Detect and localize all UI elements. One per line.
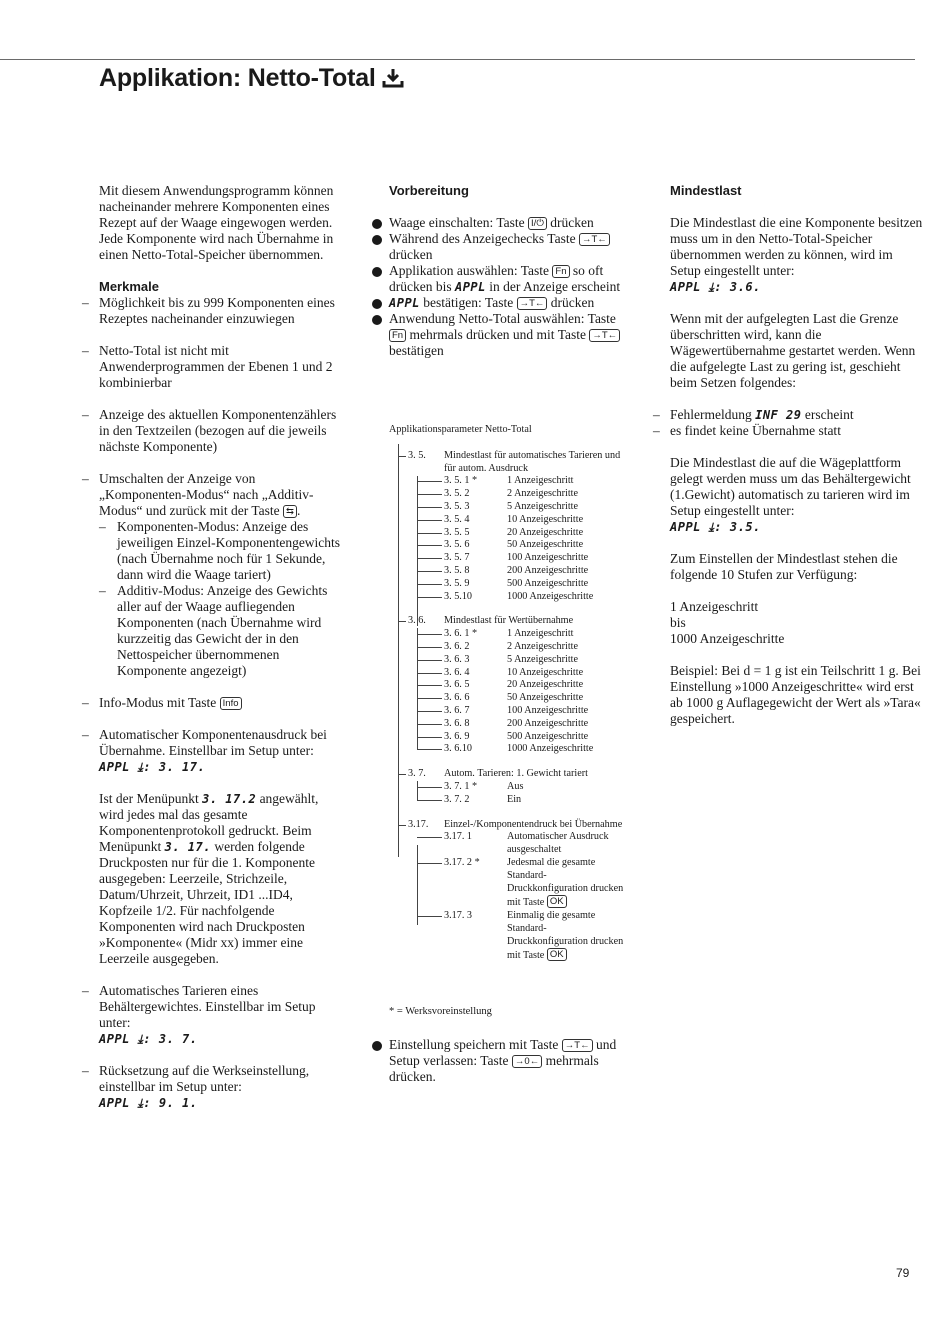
min-load-code-2: APPL ⤓: 3.5. xyxy=(670,520,761,534)
feature-4: – Umschalten der Anzeige von „Komponenten-Modus“ nach „Additiv-Modus“ und zurück mit der Taste ⇆ . xyxy=(99,471,344,519)
step-1: Waage einschalten: Taste I/⏻ drücken xyxy=(372,215,627,231)
min-load-example: Beispiel: Bei d = 1 g ist ein Teilschritt 1 g. Bei Einstellung »1000 Anzeigeschritte« wird erst ab 1000 g Auflagegewicht der Wert als »Tara« gespeichert. xyxy=(670,663,921,726)
tree-row: 3. 7. 2 Ein xyxy=(389,794,629,807)
print-download-icon xyxy=(382,67,404,96)
intro-text: Mit diesem Anwendungsprogramm können nacheinander mehrere Komponenten eines Rezept auf der Waage eingewogen werden. Jede Komponente wird nach Übernahme in einen Netto-Total-Speicher übernommen. xyxy=(99,183,334,262)
tree-row: 3. 7. 1 * Aus xyxy=(389,781,629,794)
group-3-17: 3.17. Einzel-/Komponentendruck bei Übernahme 3.17. 1 Automatischer Ausdruck ausgeschaltet 3.17. 2 * Jedesmal die gesamte Standard-Druckkonfiguration drucken mit Taste OK 3.17. 3 Einmalig die gesamte Standard-Druckkonfiguration drucken mit Taste OK xyxy=(389,819,629,964)
final-step: Einstellung speichern mit Taste →T← und Setup verlassen: Taste →0← mehrmals drücken. xyxy=(372,1037,627,1085)
tree-row: 3. 5. 5 20 Anzeigeschritte xyxy=(389,527,629,540)
column-preparation xyxy=(372,183,627,359)
min-load-p4: Zum Einstellen der Mindestlast stehen die folgende 10 Stufen zur Verfügung: xyxy=(670,551,898,582)
feature-6-detail: Ist der Menüpunkt 3. 17.2 angewählt, wird jedes mal das gesamte Komponentenprotokoll gedruckt. Beim Menüpunkt 3. 17. werden folgende Druckposten nur für die 1. Komponente ausgegeben: Leerzeile, Strichzeile, Datum/Uhrzeit, Uhrzeit, ID1 ...ID4, Kopfzeile 1/2. Für nachfolgende Komponenten wird nach Druckposten »Komponente« (Midr xx) immer eine Leerzeile ausgegeben. xyxy=(99,791,319,966)
tree-row: 3. 6. 1 * 1 Anzeigeschritt xyxy=(389,628,629,641)
tree-row: 3. 6. 8 200 Anzeigeschritte xyxy=(389,718,629,731)
feature-7: – Automatisches Tarieren eines Behältergewichtes. Einstellbar im Setup unter: xyxy=(99,983,344,1031)
tree-row: 3. 5. 2 2 Anzeigeschritte xyxy=(389,488,629,501)
info-key: Info xyxy=(220,697,242,710)
tree-row: 3. 6. 2 2 Anzeigeschritte xyxy=(389,641,629,654)
feature-1: – Möglichkeit bis zu 999 Komponenten eines Rezeptes nacheinander einzuwiegen xyxy=(99,295,344,327)
tree-title: Applikationsparameter Netto-Total xyxy=(389,424,532,435)
footnote: * = Werksvoreinstellung xyxy=(389,1006,492,1017)
group-3-7: 3. 7. Autom. Tarieren: 1. Gewicht tariert 3. 7. 1 * Aus 3. 7. 2 Ein xyxy=(389,768,629,806)
step-3: Applikation auswählen: Taste Fn so oft drücken bis APPL in der Anzeige erscheint xyxy=(372,263,627,295)
tree-row: 3. 6. 7 100 Anzeigeschritte xyxy=(389,705,629,718)
feature-7-code: APPL ⤓: 3. 7. xyxy=(99,1032,198,1046)
toggle-key-icon: ⇆ xyxy=(283,505,297,518)
feature-5: – Info-Modus mit Taste Info xyxy=(99,695,344,711)
feature-6: – Automatischer Komponentenausdruck bei Übernahme. Einstellbar im Setup unter: xyxy=(99,727,344,759)
tree-row: 3. 5. 1 * 1 Anzeigeschritt xyxy=(389,475,629,488)
tree-row: 3. 5. 7 100 Anzeigeschritte xyxy=(389,552,629,565)
min-load-code-1: APPL ⤓: 3.6. xyxy=(670,280,761,294)
minimum-load-heading: Mindestlast xyxy=(670,183,742,198)
tree-row: 3. 5. 3 5 Anzeigeschritte xyxy=(389,501,629,514)
column-intro xyxy=(99,183,344,1111)
feature-3: – Anzeige des aktuellen Komponentenzählers in den Textzeilen (bezogen auf die jeweils nächste Komponente) xyxy=(99,407,344,455)
min-load-dash-1: – Fehlermeldung INF 29 erscheint xyxy=(670,407,923,423)
features-heading: Merkmale xyxy=(99,279,159,294)
feature-8: – Rücksetzung auf die Werkseinstellung, einstellbar im Setup unter: xyxy=(99,1063,344,1095)
tree-row: 3. 5. 8 200 Anzeigeschritte xyxy=(389,565,629,578)
feature-4a: – Komponenten-Modus: Anzeige des jeweiligen Einzel-Komponentengewichts (nach Übernahme noch für 1 Sekunde, dann wird die Waage tariert) xyxy=(117,519,344,583)
column-minimum-load xyxy=(653,183,923,727)
tree-row: 3. 6. 3 5 Anzeigeschritte xyxy=(389,654,629,667)
page-title: Applikation: Netto-Total xyxy=(99,64,404,96)
tree-row: 3. 5.10 1000 Anzeigeschritte xyxy=(389,591,629,604)
min-load-p3: Die Mindestlast die auf die Wägeplattform gelegt werden muss um das Behältergewicht (1.Gewicht) automatisch zu tarieren wird im Setup eingestellt unter: xyxy=(670,455,911,518)
tree-row: 3. 5. 6 50 Anzeigeschritte xyxy=(389,539,629,552)
parameter-tree xyxy=(389,424,629,975)
feature-6-code: APPL ⤓: 3. 17. xyxy=(99,760,206,774)
tree-row: 3. 5. 9 500 Anzeigeschritte xyxy=(389,578,629,591)
step-4: APPL bestätigen: Taste →T← drücken xyxy=(372,295,627,311)
tree-row: 3. 6. 5 20 Anzeigeschritte xyxy=(389,679,629,692)
group-3-6: 3. 6. Mindestlast für Wertübernahme 3. 6. 1 * 1 Anzeigeschritt 3. 6. 2 2 Anzeigeschritte 3. 6. 3 5 Anzeigeschritte 3. 6. 4 10 Anzeigeschritte 3. 6. 5 20 Anzeigeschritte 3. 6. 6 50 Anzeigeschritte 3. 6. 7 100 Anzeigeschritte 3. 6. 8 200 Anzeigeschritte 3. 6. 9 500 Anzeigeschritte 3. 6.10 1000 Anzeigeschritte xyxy=(389,615,629,756)
min-load-p2: Wenn mit der aufgelegten Last die Grenze überschritten wird, kann die Wägewertübernahme gestartet werden. Wenn die aufgelegte Last zu gering ist, geschieht beim Setzen folgendes: xyxy=(670,311,916,390)
feature-2: – Netto-Total ist nicht mit Anwenderprogrammen der Ebenen 1 und 2 kombinierbar xyxy=(99,343,344,391)
preparation-heading: Vorbereitung xyxy=(389,183,469,198)
feature-4b: – Additiv-Modus: Anzeige des Gewichts aller auf der Waage aufliegenden Komponenten (nach Übernahme wird kurzzeitig das Gewicht der in den Nettospeicher übernommenen Komponente angezeigt) xyxy=(117,583,344,679)
group-3-5: 3. 5. Mindestlast für automatisches Tarieren und für autom. Ausdruck 3. 5. 1 * 1 Anzeigeschritt 3. 5. 2 2 Anzeigeschritte 3. 5. 3 5 Anzeigeschritte 3. 5. 4 10 Anzeigeschritte 3. 5. 5 20 Anzeigeschritte 3. 5. 6 50 Anzeigeschritte 3. 5. 7 100 Anzeigeschritte 3. 5. 8 200 Anzeigeschritte 3. 5. 9 500 Anzeigeschritte 3. 5.10 1000 Anzeigeschritte xyxy=(389,450,629,604)
feature-8-code: APPL ⤓: 9. 1. xyxy=(99,1096,198,1110)
tree-row: 3. 6. 9 500 Anzeigeschritte xyxy=(389,731,629,744)
step-min: 1 Anzeigeschritt xyxy=(670,599,759,614)
tree-row: 3. 6.10 1000 Anzeigeschritte xyxy=(389,743,629,756)
tree-row: 3. 5. 4 10 Anzeigeschritte xyxy=(389,514,629,527)
step-to: bis xyxy=(670,615,686,630)
min-load-p1: Die Mindestlast die eine Komponente besitzen muss um in den Netto-Total-Speicher übernommen werden zu können, wird im Setup eingestellt unter: xyxy=(670,215,923,278)
page-number: 79 xyxy=(896,1266,910,1280)
step-2: Während des Anzeigechecks Taste →T← drücken xyxy=(372,231,627,263)
step-max: 1000 Anzeigeschritte xyxy=(670,631,785,646)
min-load-dash-2: – es findet keine Übernahme statt xyxy=(670,423,923,439)
step-5: Anwendung Netto-Total auswählen: Taste Fn mehrmals drücken und mit Taste →T← bestätigen xyxy=(372,311,627,359)
top-rule xyxy=(0,59,915,60)
tree-row: 3. 6. 4 10 Anzeigeschritte xyxy=(389,667,629,680)
tree-row: 3. 6. 6 50 Anzeigeschritte xyxy=(389,692,629,705)
